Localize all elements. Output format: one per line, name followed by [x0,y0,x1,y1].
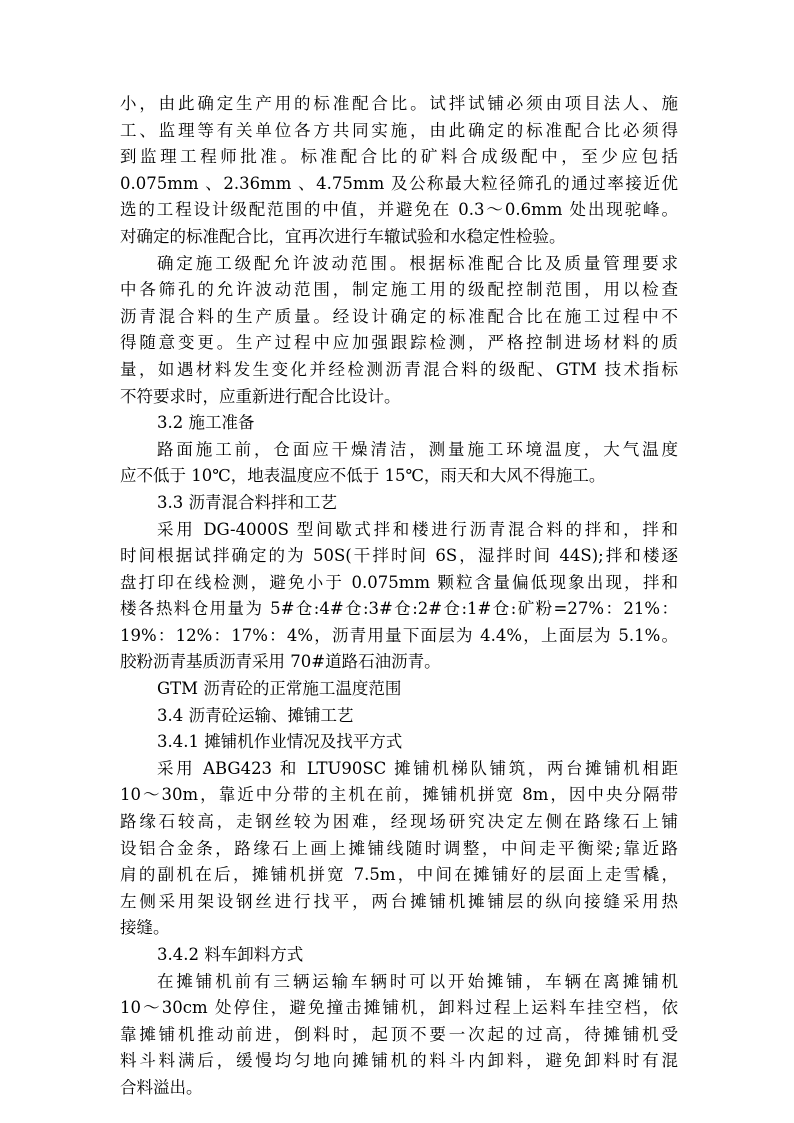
text-line: 采用 DG-4000S 型间歇式拌和楼进行沥青混合料的拌和，拌和 [157,519,678,539]
text-line: 路面施工前，仓面应干燥清洁，测量施工环境温度，大气温度 [157,439,678,459]
text-line: 对确定的标准配合比，宜再次进行车辙试验和水稳定性检验。 [120,226,566,246]
text-line: 路缘石较高，走钢丝较为困难，经现场研究决定左侧在路缘石上铺 [120,812,678,832]
text-line: 10～30cm 处停住，避免撞击摊铺机，卸料过程上运料车挂空档，依 [120,998,678,1018]
text-line: 左侧采用架设钢丝进行找平，两台摊铺机摊铺层的纵向接缝采用热 [120,891,678,911]
subsection-heading: 3.4.2 料车卸料方式 [157,945,304,964]
section-heading: 3.3 沥青混合料拌和工艺 [157,492,337,512]
document-body [120,91,678,1102]
text-line: 料斗料满后，缓慢均匀地向摊铺机的料斗内卸料，避免卸料时有混 [120,1051,678,1071]
text-line: 小，由此确定生产用的标准配合比。试拌试铺必须由项目法人、施 [120,94,678,113]
text-line: 设铝合金条，路缘石上画上摊铺线随时调整，中间走平衡梁;靠近路 [120,838,678,858]
text-line: 应不低于 10℃，地表温度应不低于 15℃，雨天和大风不得施工。 [120,466,606,486]
subsection-heading: 3.4.1 摊铺机作业情况及找平方式 [157,732,403,752]
text-line: 量，如遇材料发生变化并经检测沥青混合料的级配、GTM 技术指标 [120,359,678,379]
text-line: 不符要求时，应重新进行配合比设计。 [120,386,401,406]
text-line: 靠摊铺机推动前进，倒料时，起顶不要一次起的过高，待摊铺机受 [120,1024,678,1044]
section-heading: 3.4 沥青砼运输、摊铺工艺 [157,705,354,725]
text-line: 盘打印在线检测，避免小于 0.075mm 颗粒含量偏低现象出现，拌和 [120,572,678,592]
text-line: 确定施工级配允许波动范围。根据标准配合比及质量管理要求 [157,253,678,273]
section-heading: 3.2 施工准备 [157,413,255,433]
text-line: 在摊铺机前有三辆运输车辆时可以开始摊铺，车辆在离摊铺机 [157,971,678,991]
text-line: 选的工程设计级配范围的中值，并避免在 0.3～0.6mm 处出现驼峰。 [120,200,678,220]
text-line: 肩的副机在后，摊铺机拼宽 7.5m，中间在摊铺好的层面上走雪橇， [120,865,678,885]
text-line: 沥青混合料的生产质量。经设计确定的标准配合比在施工过程中不 [120,306,678,326]
text-line: 19%：12%：17%：4%，沥青用量下面层为 4.4%，上面层为 5.1%。 [120,625,678,645]
text-line: 0.075mm 、2.36mm 、4.75mm 及公称最大粒径筛孔的通过率接近优 [120,173,678,193]
text-line: 工、监理等有关单位各方共同实施，由此确定的标准配合比必须得 [120,120,678,140]
text-line: 接缝。 [120,918,170,938]
text-line: 楼各热料仓用量为 5#仓:4#仓:3#仓:2#仓:1#仓:矿粉=27%：21%： [120,599,678,619]
text-line: 合料溢出。 [120,1077,203,1097]
text-line: 中各筛孔的允许波动范围，制定施工用的级配控制范围，用以检查 [120,280,678,300]
text-line: 胶粉沥青基质沥青采用 70#道路石油沥青。 [120,652,441,672]
text-line: 到监理工程师批准。标准配合比的矿料合成级配中，至少应包括 [120,147,678,167]
text-line: 得随意变更。生产过程中应加强跟踪检测，严格控制进场材料的质 [120,333,678,353]
caption-line: GTM 沥青砼的正常施工温度范围 [157,679,402,699]
text-line: 采用 ABG423 和 LTU90SC 摊铺机梯队铺筑，两台摊铺机相距 [157,758,678,778]
text-line: 10～30m，靠近中分带的主机在前，摊铺机拼宽 8m，因中央分隔带 [120,785,678,805]
text-line: 时间根据试拌确定的为 50S(干拌时间 6S，湿拌时间 44S);拌和楼逐 [120,546,678,566]
